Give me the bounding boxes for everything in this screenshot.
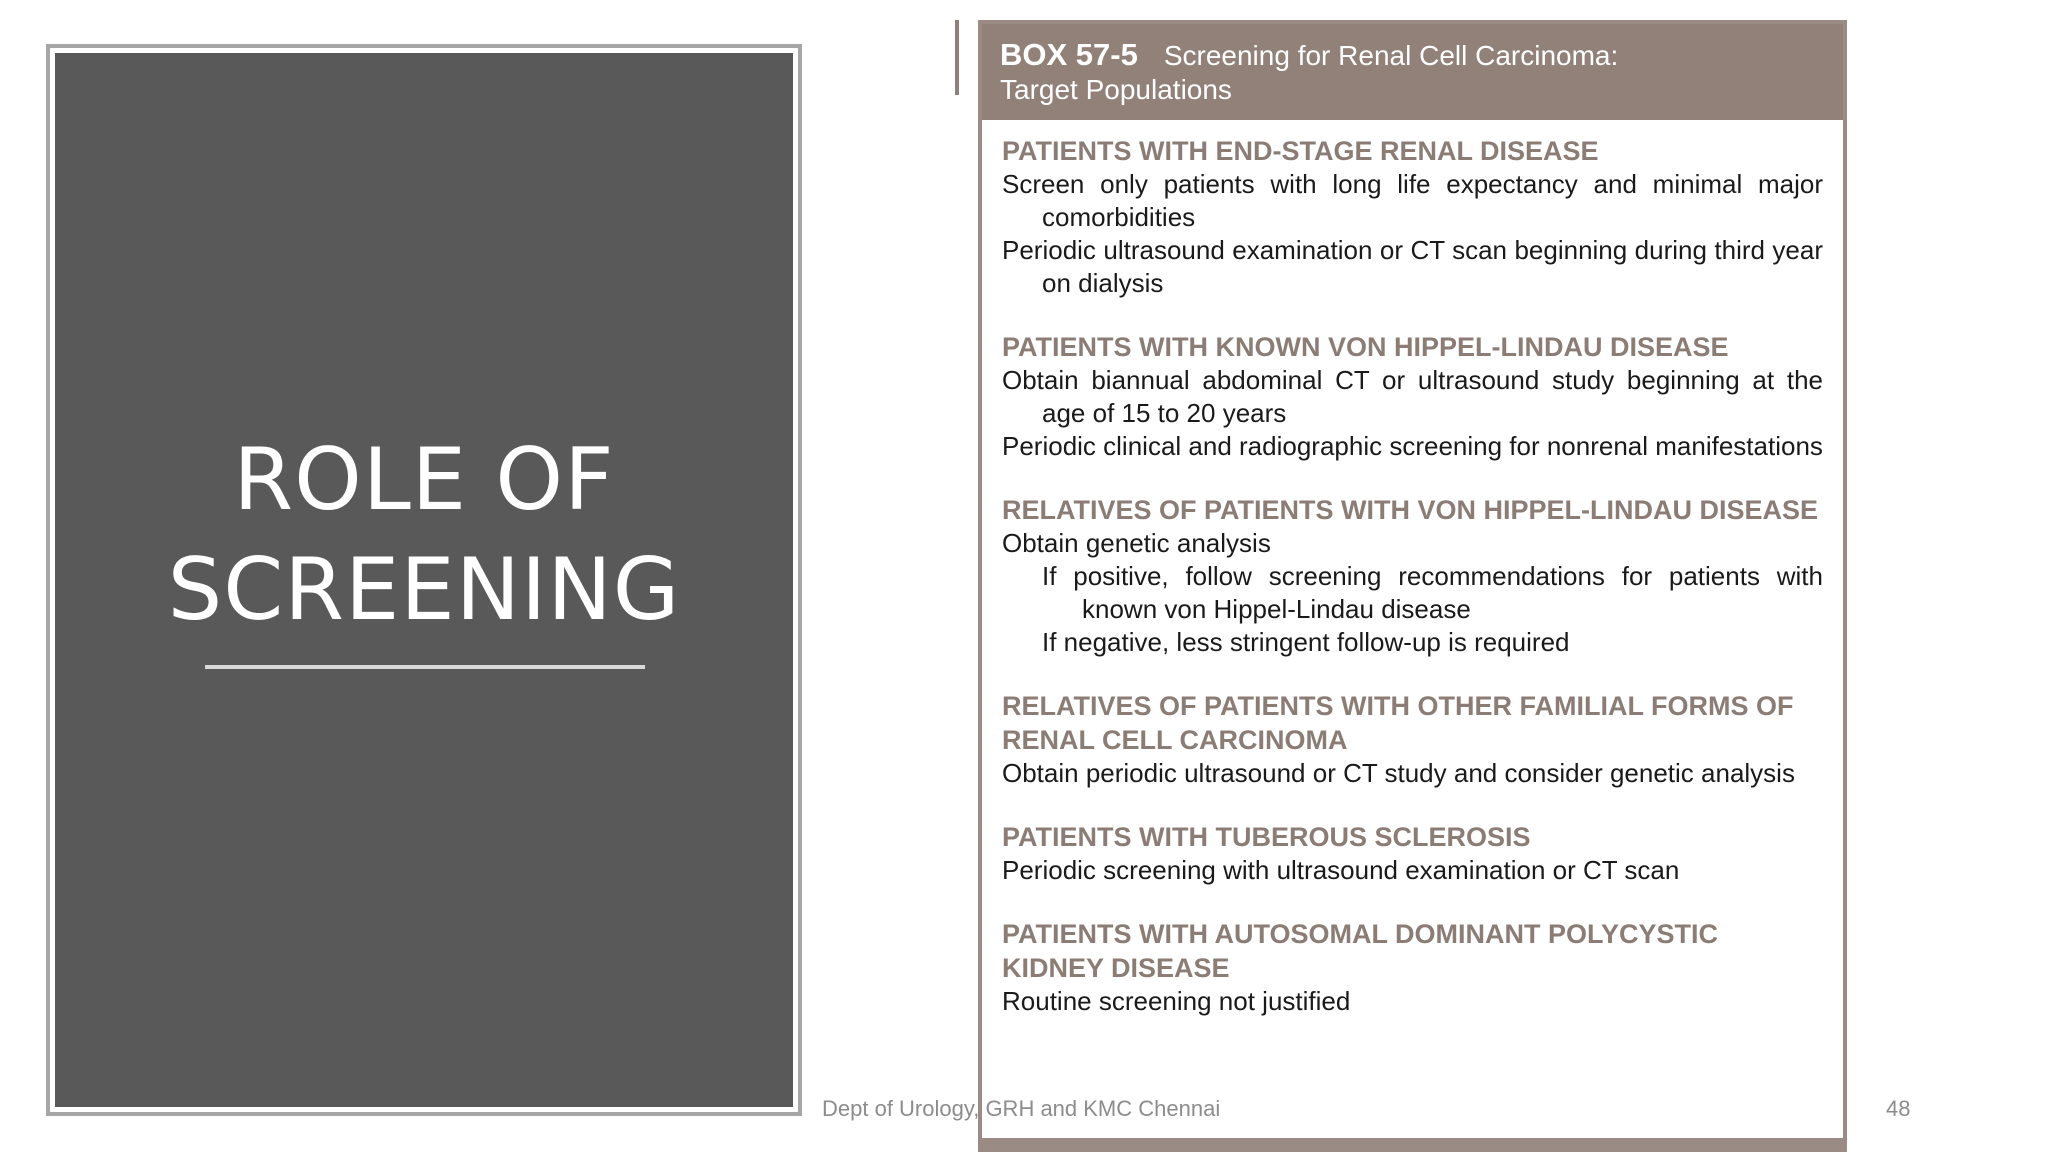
section-item: Obtain genetic analysis	[1002, 528, 1271, 558]
screening-box	[978, 20, 1847, 1152]
section-heading: PATIENTS WITH KNOWN VON HIPPEL-LINDAU DISEASE	[1002, 332, 1729, 362]
section-tuberous-sclerosis	[1002, 820, 1823, 887]
footer-text: Dept of Urology, GRH and KMC Chennai	[822, 1096, 1221, 1121]
section-subitem: If negative, less stringent follow-up is required	[1042, 627, 1570, 657]
section-item: Routine screening not justified	[1002, 986, 1351, 1016]
section-item: Periodic screening with ultrasound examination or CT scan	[1002, 855, 1680, 885]
box-title-part1: Screening for Renal Cell Carcinoma:	[1163, 40, 1619, 71]
section-item: Periodic ultrasound examination or CT scan beginning during third year on dialysis	[1002, 235, 1823, 298]
section-esrd	[1002, 134, 1823, 300]
box-title-part2: Target Populations	[1000, 74, 1232, 105]
section-heading: PATIENTS WITH AUTOSOMAL DOMINANT POLYCYSTIC KIDNEY DISEASE	[1002, 919, 1719, 983]
section-heading: RELATIVES OF PATIENTS WITH OTHER FAMILIAL FORMS OF RENAL CELL CARCINOMA	[1002, 691, 1794, 755]
slide-title-line1: ROLE OF	[233, 430, 615, 530]
slide-title	[55, 425, 793, 645]
title-panel-fill	[55, 53, 793, 1107]
section-subitem: If positive, follow screening recommendations for patients with known von Hippel-Lindau disease	[1042, 561, 1823, 624]
section-item: Screen only patients with long life expectancy and minimal major comorbidities	[1002, 169, 1823, 232]
section-heading: PATIENTS WITH END-STAGE RENAL DISEASE	[1002, 136, 1599, 166]
section-heading: PATIENTS WITH TUBEROUS SCLEROSIS	[1002, 822, 1531, 852]
box-number: BOX 57-5	[1000, 37, 1138, 72]
section-vhl	[1002, 330, 1823, 463]
box-header-line1	[1000, 38, 1843, 73]
title-underline	[205, 665, 645, 669]
page-number: 48	[1886, 1096, 1911, 1121]
section-heading: RELATIVES OF PATIENTS WITH VON HIPPEL-LINDAU DISEASE	[1002, 495, 1819, 525]
section-item: Obtain periodic ultrasound or CT study and consider genetic analysis	[1002, 758, 1795, 788]
box-body	[982, 120, 1843, 1018]
section-vhl-relatives	[1002, 493, 1823, 659]
section-item: Periodic clinical and radiographic screening for nonrenal manifestations	[1002, 431, 1823, 461]
accent-bar	[955, 20, 959, 95]
section-item: Obtain biannual abdominal CT or ultrasound study beginning at the age of 15 to 20 years	[1002, 365, 1823, 428]
title-panel	[46, 44, 802, 1116]
section-familial-rcc-relatives	[1002, 689, 1823, 790]
box-header	[982, 24, 1843, 120]
section-adpkd	[1002, 917, 1823, 1018]
slide-title-line2: SCREENING	[167, 540, 681, 640]
